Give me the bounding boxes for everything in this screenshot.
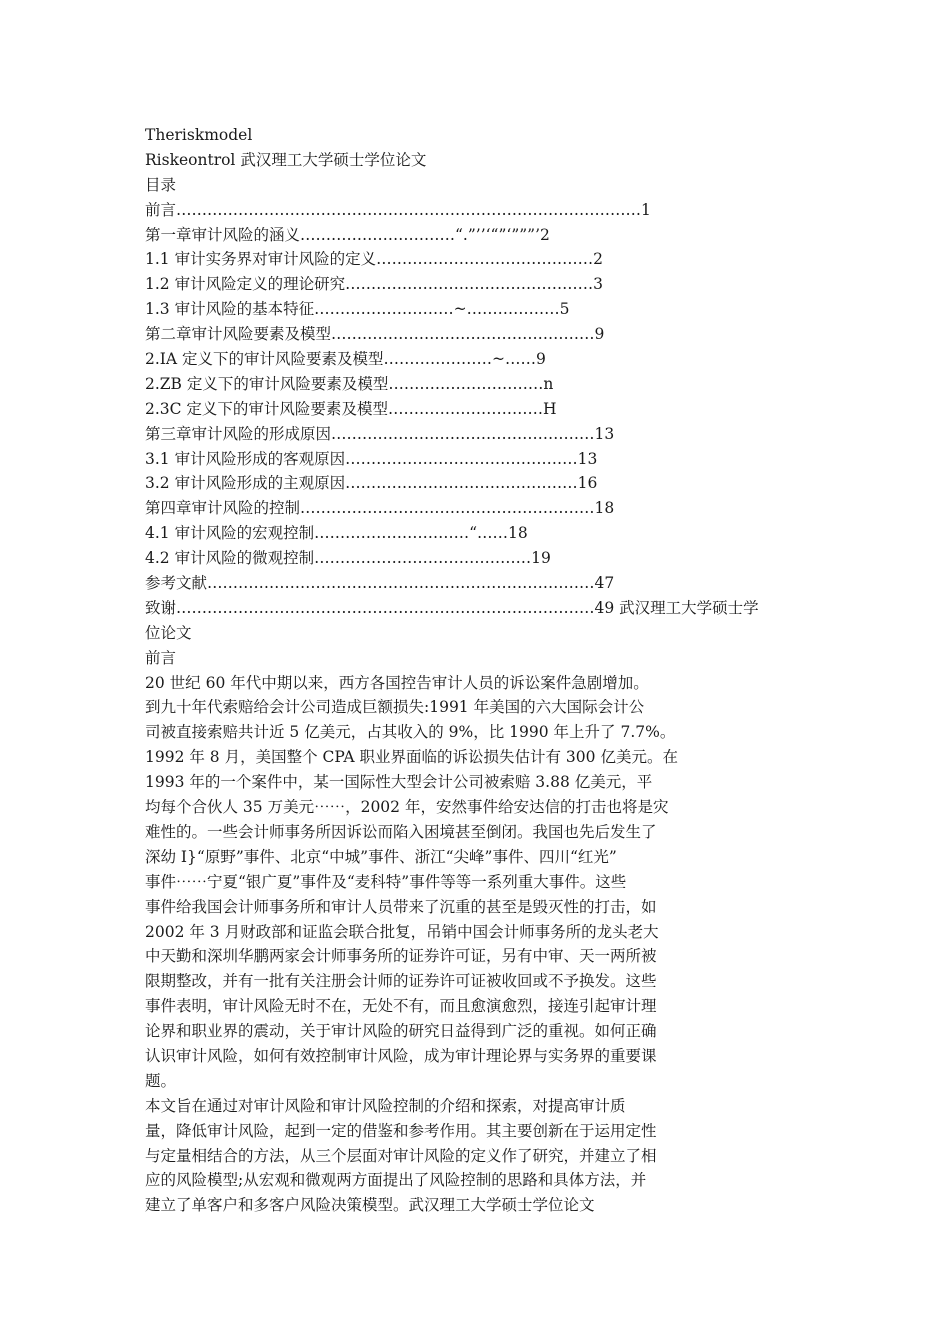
body-line: 事件给我国会计师事务所和审计人员带来了沉重的甚至是毁灭性的打击，如 bbox=[145, 897, 657, 916]
body-line: 司被直接索赔共计近 5 亿美元，占其收入的 9%，比 1990 年上升了 7.7%。 bbox=[145, 723, 676, 742]
toc-entry: 4.2 审计风险的微观控制……………………………………19 bbox=[145, 549, 551, 568]
toc-entry: 3.2 审计风险形成的主观原因………………………………………16 bbox=[145, 474, 598, 493]
toc-entry: 第四章审计风险的控制…………………………………………………18 bbox=[145, 499, 615, 518]
toc-entry: 参考文献…………………………………………………………………47 bbox=[145, 574, 615, 593]
toc-entry: 第三章审计风险的形成原因……………………………………………13 bbox=[145, 424, 615, 443]
toc-entry: 3.1 审计风险形成的客观原因………………………………………13 bbox=[145, 449, 598, 468]
body-line: 认识审计风险，如何有效控制审计风险，成为审计理论界与实务界的重要课 bbox=[145, 1046, 657, 1065]
body-line: 限期整改，并有一批有关注册会计师的证券许可证被收回或不予换发。这些 bbox=[145, 972, 657, 991]
body-line: 1993 年的一个案件中，某一国际性大型会计公司被索赔 3.88 亿美元，平 bbox=[145, 773, 653, 792]
toc-entry: 1.2 审计风险定义的理论研究…………………………………………3 bbox=[145, 275, 603, 294]
toc-entry: 2.3C 定义下的审计风险要素及模型…………………………H bbox=[145, 399, 557, 418]
document-content bbox=[145, 123, 835, 1218]
toc-title: 目录 bbox=[145, 175, 177, 194]
body-line: 应的风险模型;从宏观和微观两方面提出了风险控制的思路和具体方法，并 bbox=[145, 1171, 647, 1190]
body-line: 本文旨在通过对审计风险和审计风险控制的介绍和探索，对提高审计质 bbox=[145, 1096, 626, 1115]
body-line: 1992 年 8 月，美国整个 CPA 职业界面临的诉讼损失估计有 300 亿美元。在 bbox=[145, 748, 678, 767]
body-line: 均每个合伙人 35 万美元⋯⋯，2002 年，安然事件给安达信的打击也将是灾 bbox=[145, 798, 669, 817]
table-of-contents bbox=[145, 198, 835, 621]
body-line: 难性的。一些会计师事务所因诉讼而陷入困境甚至倒闭。我国也先后发生了 bbox=[145, 822, 657, 841]
body-line: 位论文 bbox=[145, 623, 192, 642]
body-line: 到九十年代索赔给会计公司造成巨额损失:1991 年美国的六大国际会计公 bbox=[145, 698, 645, 717]
body-line: 事件⋯⋯宁夏“银广夏”事件及“麦科特”事件等等一系列重大事件。这些 bbox=[145, 872, 627, 891]
toc-entry: 2.IA 定义下的审计风险要素及模型…………………~……9 bbox=[145, 350, 546, 369]
header-block bbox=[145, 123, 835, 198]
body-line: 量，降低审计风险，起到一定的借鉴和参考作用。其主要创新在于运用定性 bbox=[145, 1121, 657, 1140]
toc-entry: 第二章审计风险要素及模型……………………………………………9 bbox=[145, 325, 605, 344]
section-heading: 前言 bbox=[145, 648, 177, 667]
toc-entry: 2.ZB 定义下的审计风险要素及模型…………………………n bbox=[145, 374, 554, 393]
toc-entry: 前言………………………………………………………………………………1 bbox=[145, 200, 651, 219]
body-line: 深幼 I}“原野”事件、北京“中城”事件、浙江“尖峰”事件、四川“红光” bbox=[145, 847, 617, 866]
header-line: Riskeontrol 武汉理工大学硕士学位论文 bbox=[145, 150, 427, 169]
body-line: 2002 年 3 月财政部和证监会联合批复，吊销中国会计师事务所的龙头老大 bbox=[145, 922, 659, 941]
body-line: 事件表明，审计风险无时不在，无处不有，而且愈演愈烈，接连引起审计理 bbox=[145, 997, 657, 1016]
toc-entry: 4.1 审计风险的宏观控制…………………………“……18 bbox=[145, 524, 528, 543]
body-line: 建立了单客户和多客户风险决策模型。武汉理工大学硕士学位论文 bbox=[145, 1196, 595, 1215]
header-line: Theriskmodel bbox=[145, 126, 253, 144]
body-line: 中天勤和深圳华鹏两家会计师事务所的证券许可证，另有中审、天一两所被 bbox=[145, 947, 657, 966]
toc-entry: 致谢………………………………………………………………………49 武汉理工大学硕士学 bbox=[145, 598, 759, 617]
toc-entry: 1.3 审计风险的基本特征………………………~………………5 bbox=[145, 300, 570, 319]
toc-entry: 第一章审计风险的涵义…………………………“.”’’‘“”‘”””’2 bbox=[145, 225, 550, 244]
body-line: 题。 bbox=[145, 1071, 177, 1090]
body-line: 论界和职业界的震动，关于审计风险的研究日益得到广泛的重视。如何正确 bbox=[145, 1022, 657, 1041]
body-text bbox=[145, 621, 835, 1218]
body-line: 与定量相结合的方法，从三个层面对审计风险的定义作了研究，并建立了相 bbox=[145, 1146, 657, 1165]
toc-entry: 1.1 审计实务界对审计风险的定义……………………………………2 bbox=[145, 250, 603, 269]
body-line: 20 世纪 60 年代中期以来，西方各国控告审计人员的诉讼案件急剧增加。 bbox=[145, 673, 649, 692]
